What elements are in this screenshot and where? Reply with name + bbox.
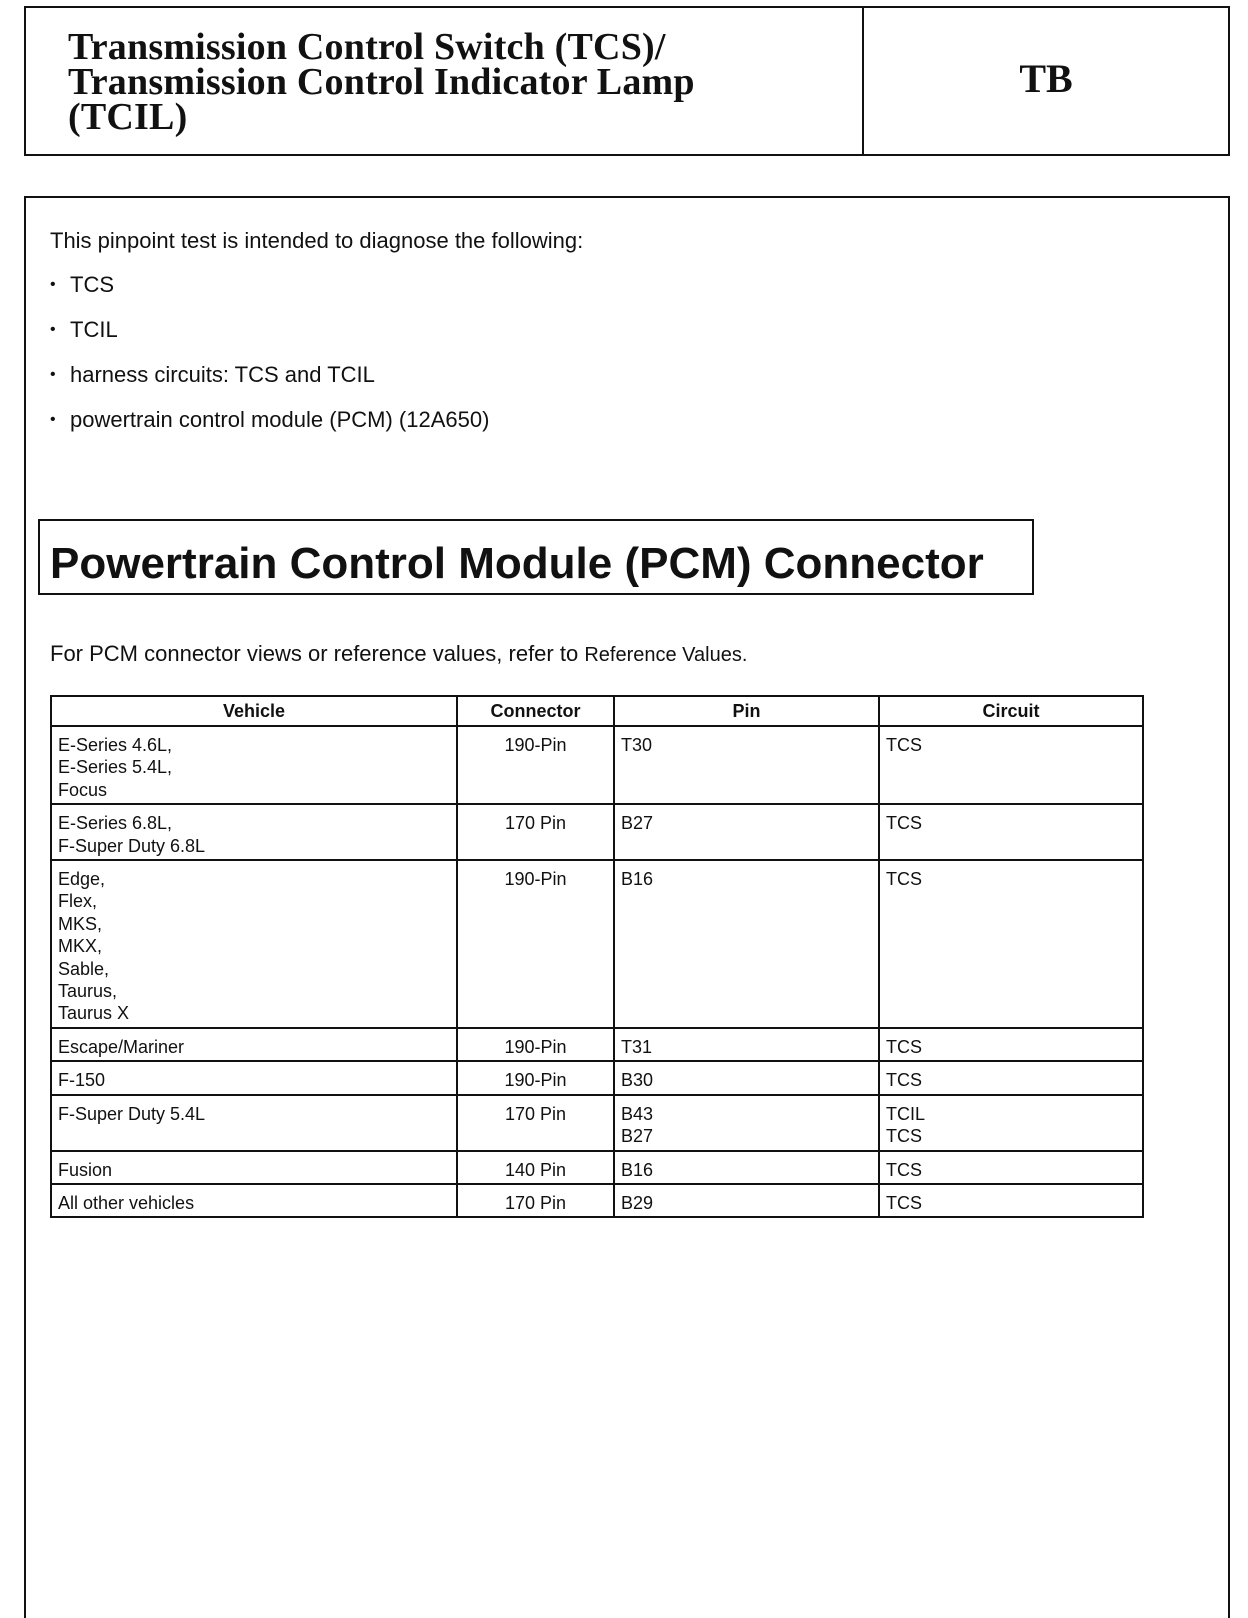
vehicle-cell [51,804,457,860]
vehicle-cell [51,1151,457,1184]
connector-cell: 170 Pin [457,1184,614,1217]
list-item-text: TCS [70,272,114,297]
vehicle-cell-line: F-Super Duty 6.8L [58,835,206,856]
pin-cell [614,1184,879,1217]
vehicle-cell-line: Edge, [58,869,106,890]
reference-note-text: For PCM connector views or reference values, refer to [50,641,585,666]
circuit-cell [879,1184,1143,1217]
list-item [50,270,489,300]
circuit-cell-line: TCS [886,1036,922,1057]
pcm-connector-table [50,695,1144,1218]
table-row [51,1184,1143,1217]
vehicle-cell-line: Taurus, [58,981,118,1002]
section-title: Powertrain Control Module (PCM) Connector [38,519,1034,595]
pin-cell [614,804,879,860]
list-item-text: harness circuits: TCS and TCIL [70,362,375,387]
list-item [50,315,489,345]
vehicle-cell-line: F-Super Duty 5.4L [58,1103,206,1124]
vehicle-cell-line: Flex, [58,891,98,912]
circuit-cell [879,1028,1143,1061]
list-item-text: TCIL [70,317,118,342]
column-header-pin: Pin [614,696,879,726]
vehicle-cell [51,1184,457,1217]
page-title [26,8,864,154]
circuit-cell-line: TCIL [886,1103,926,1124]
pin-cell-line: B43 [621,1103,654,1124]
vehicle-cell [51,1061,457,1094]
circuit-cell [879,804,1143,860]
circuit-cell [879,1061,1143,1094]
vehicle-cell-line: Taurus X [58,1003,130,1024]
connector-cell: 170 Pin [457,1095,614,1151]
table-header-row [51,696,1143,726]
vehicle-cell [51,1028,457,1061]
connector-cell: 190-Pin [457,726,614,804]
table-row [51,1028,1143,1061]
pin-cell-line: B27 [621,1126,654,1147]
pin-cell-line: B16 [621,1159,654,1180]
pin-cell [614,1151,879,1184]
bullet-icon: • [50,411,56,428]
vehicle-cell [51,726,457,804]
circuit-cell [879,726,1143,804]
circuit-cell-line: TCS [886,1070,922,1091]
bullet-icon: • [50,276,56,293]
table-row [51,804,1143,860]
pin-cell [614,1095,879,1151]
circuit-cell [879,860,1143,1028]
pin-cell [614,860,879,1028]
bullet-icon: • [50,366,56,383]
vehicle-cell [51,860,457,1028]
test-code: TB [1019,55,1073,101]
circuit-cell-line: TCS [886,869,922,890]
title-line: (TCIL) [68,96,188,138]
connector-cell: 190-Pin [457,860,614,1028]
connector-cell: 190-Pin [457,1061,614,1094]
vehicle-cell-line: F-150 [58,1070,106,1091]
circuit-cell [879,1151,1143,1184]
vehicle-cell-line: E-Series 6.8L, [58,813,173,834]
circuit-cell-line: TCS [886,1159,922,1180]
table-row [51,1151,1143,1184]
vehicle-cell-line: Sable, [58,958,110,979]
page-header [24,6,1230,156]
pin-cell-line: B16 [621,869,654,890]
column-header-circuit: Circuit [879,696,1143,726]
column-header-connector: Connector [457,696,614,726]
vehicle-cell [51,1095,457,1151]
vehicle-cell-line: Escape/Mariner [58,1036,185,1057]
connector-cell: 190-Pin [457,1028,614,1061]
list-item [50,360,489,390]
bullet-icon: • [50,321,56,338]
intro-text: This pinpoint test is intended to diagnose the following: [50,228,584,253]
list-item [50,405,489,435]
circuit-cell-line: TCS [886,1192,922,1213]
vehicle-cell-line: All other vehicles [58,1192,195,1213]
vehicle-cell-line: E-Series 5.4L, [58,757,173,778]
pin-cell-line: T31 [621,1036,653,1057]
title-line: Transmission Control Indicator Lamp [68,61,695,103]
pin-cell [614,726,879,804]
pin-cell [614,1061,879,1094]
pin-cell-line: B27 [621,813,654,834]
pin-cell-line: B30 [621,1070,654,1091]
title-line: Transmission Control Switch (TCS)/ [68,26,666,68]
circuit-cell-line: TCS [886,813,922,834]
vehicle-cell-line: Focus [58,779,108,800]
column-header-vehicle: Vehicle [51,696,457,726]
circuit-cell-line: TCS [886,1126,922,1147]
connector-cell: 140 Pin [457,1151,614,1184]
diagnose-list [50,270,489,450]
reference-values-link[interactable]: Reference Values. [584,644,748,666]
circuit-cell [879,1095,1143,1151]
pin-cell-line: B29 [621,1192,654,1213]
table-row [51,726,1143,804]
vehicle-cell-line: Fusion [58,1159,113,1180]
vehicle-cell-line: MKX, [58,936,103,957]
vehicle-cell-line: E-Series 4.6L, [58,735,173,755]
pin-cell-line: T30 [621,735,653,755]
table-row [51,1095,1143,1151]
connector-cell: 170 Pin [457,804,614,860]
table-row [51,860,1143,1028]
circuit-cell-line: TCS [886,735,922,755]
table-body [51,726,1143,1217]
table-row [51,1061,1143,1094]
pin-cell [614,1028,879,1061]
reference-note [50,639,747,670]
list-item-text: powertrain control module (PCM) (12A650) [70,407,490,432]
vehicle-cell-line: MKS, [58,913,103,934]
